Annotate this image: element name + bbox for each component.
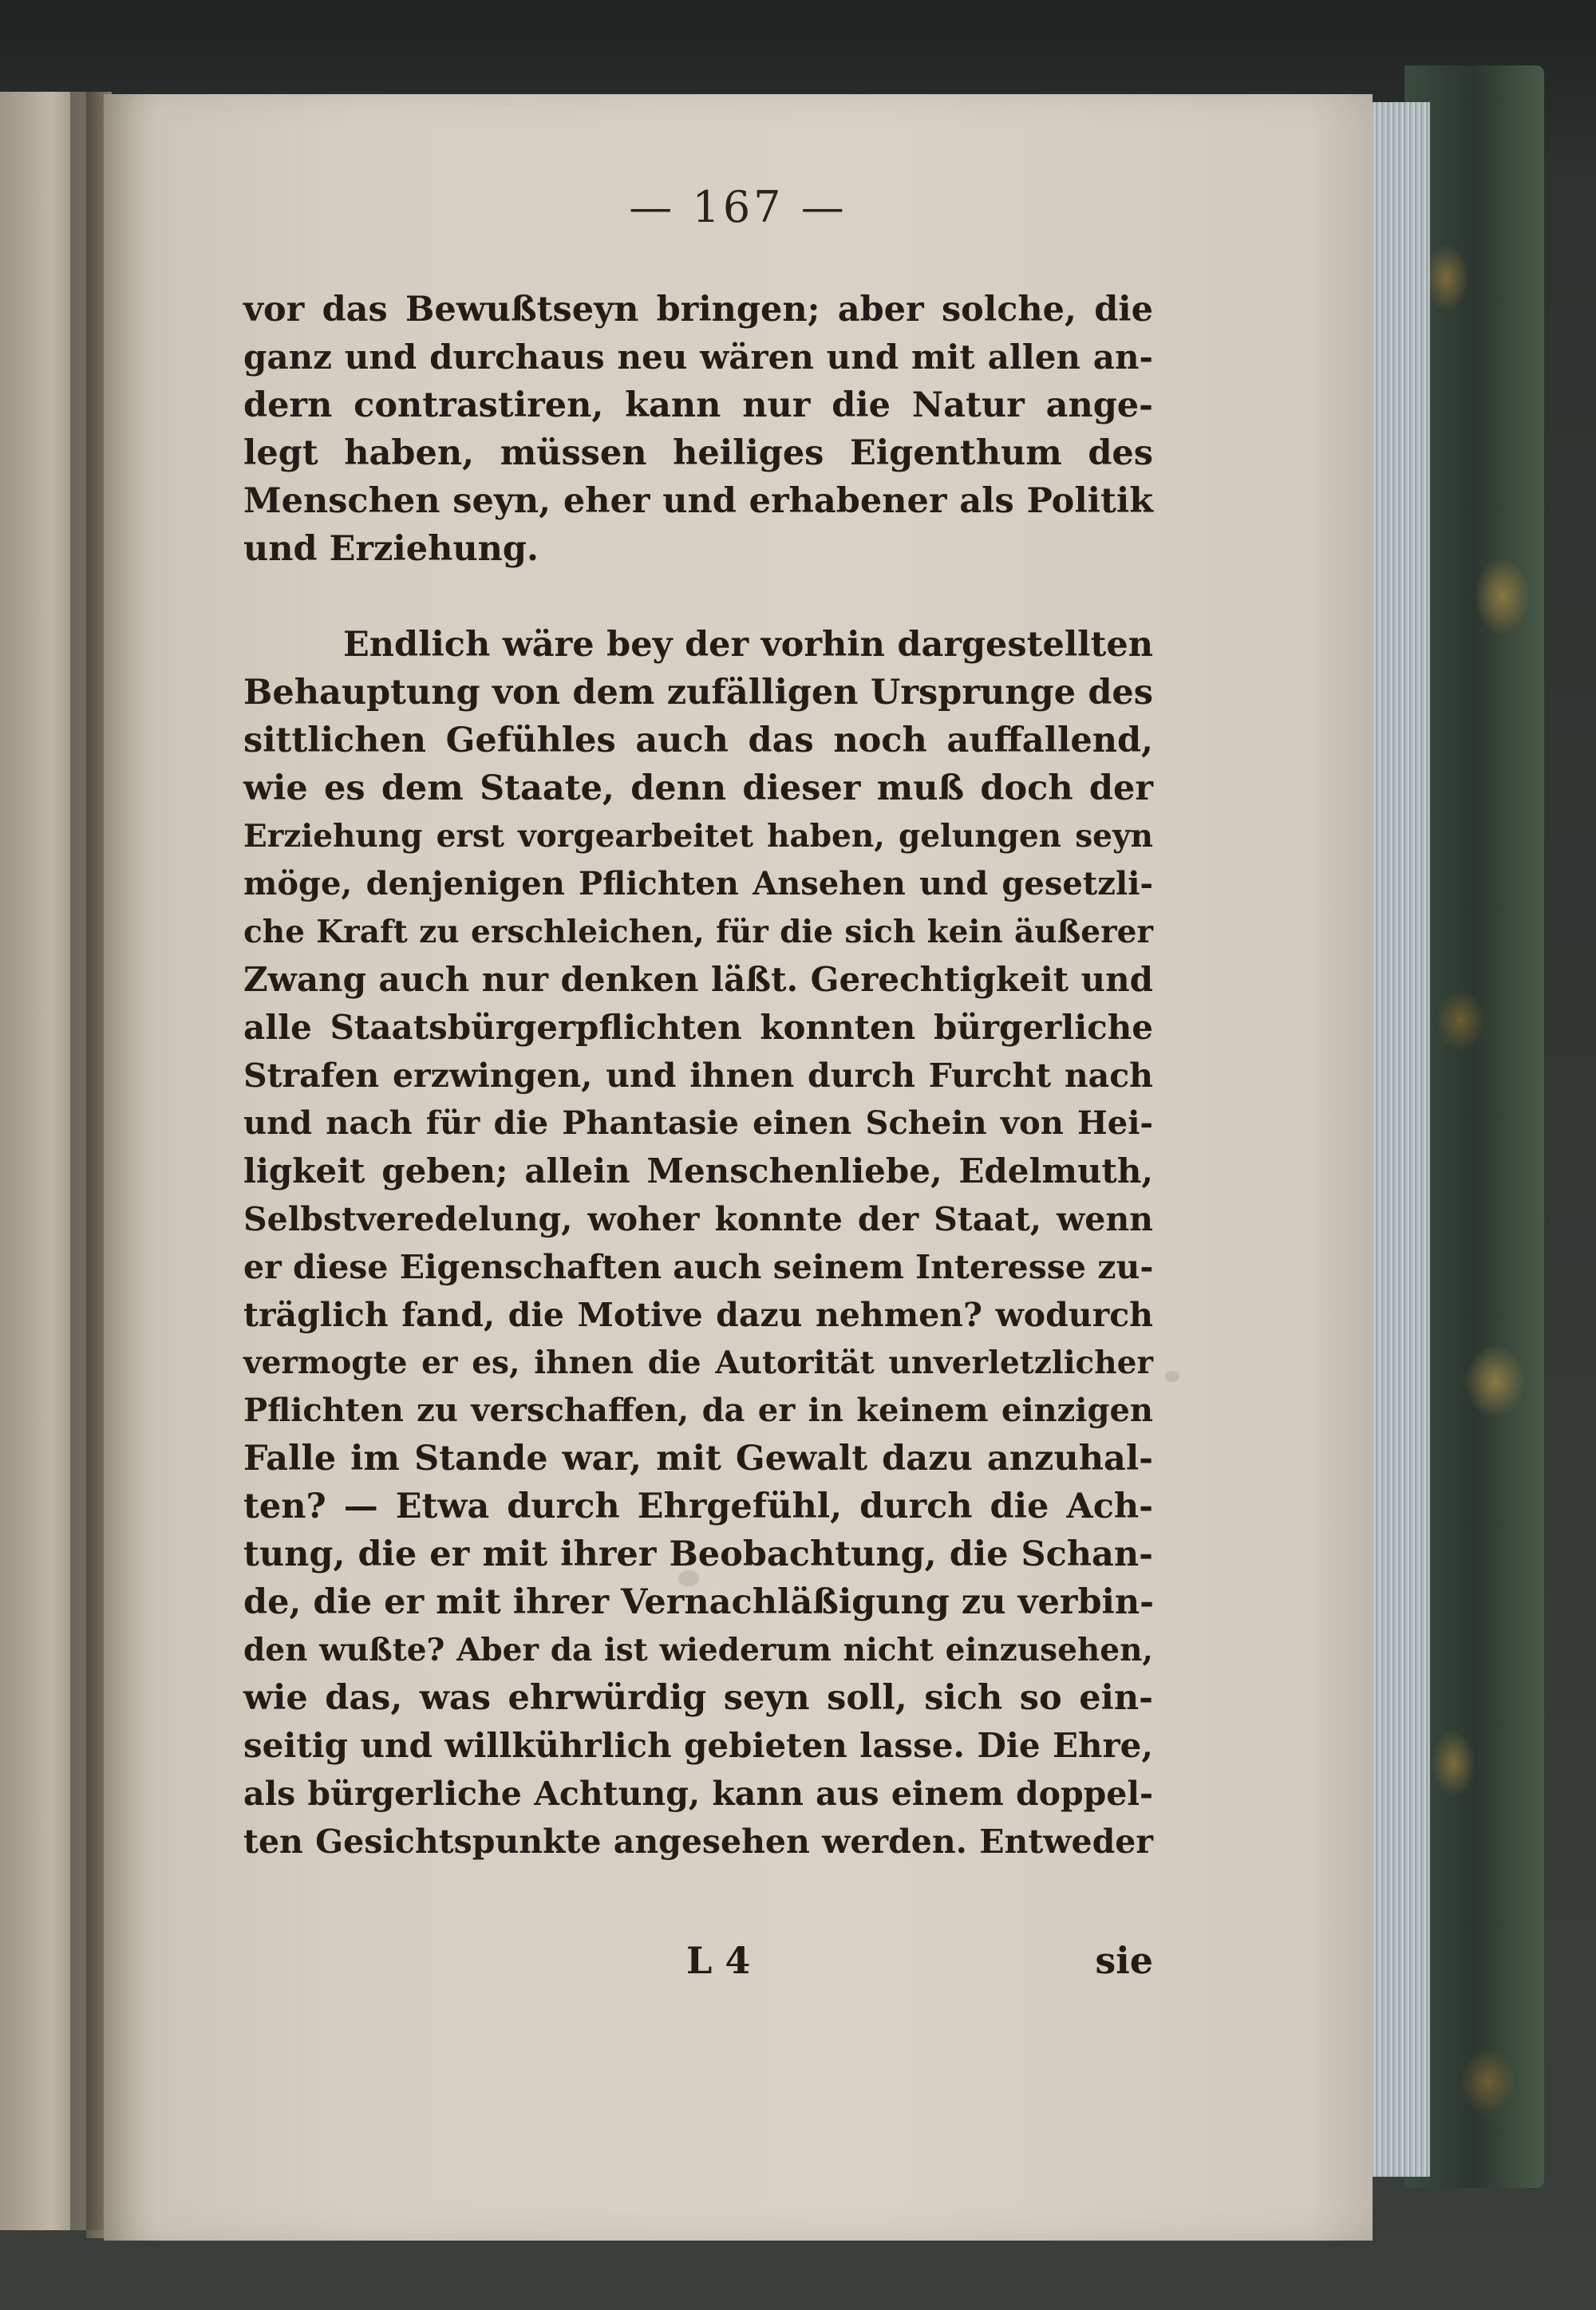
text-line: Erziehung erst vorgearbeitet haben, gelungen seyn <box>243 818 1153 855</box>
text-line: er diese Eigenschaften auch seinem Interesse zu- <box>243 1248 1154 1286</box>
text-line: und Erziehung. <box>243 529 539 569</box>
text-line: Falle im Stande war, mit Gewalt dazu anzuhal- <box>243 1439 1153 1479</box>
text-line: als bürgerliche Achtung, kann aus einem doppel- <box>243 1775 1153 1813</box>
text-line: sittlichen Gefühles auch das noch auffallend, <box>243 721 1153 760</box>
text-line: Zwang auch nur denken läßt. Gerechtigkeit und <box>243 960 1153 999</box>
text-line: vor das Bewußtseyn bringen; aber solche, die <box>243 290 1153 330</box>
page-edges <box>1371 102 1430 2177</box>
text-line: wie es dem Staate, denn dieser muß doch der <box>243 768 1153 808</box>
text-line: vermogte er es, ihnen die Autorität unverletzlicher <box>243 1345 1153 1381</box>
page-header: — 167 — <box>629 182 847 232</box>
text-line: Menschen seyn, eher und erhabener als Politik <box>243 481 1153 521</box>
text-line: und nach für die Phantasie einen Schein von Hei- <box>243 1104 1153 1142</box>
paragraph <box>243 621 1153 1866</box>
text-line: ganz und durchaus neu wären und mit allen an- <box>243 338 1153 377</box>
text-line: den wußte? Aber da ist wiederum nicht einzusehen, <box>243 1632 1153 1668</box>
text-line: ten Gesichtspunkte angesehen werden. Entweder <box>243 1822 1153 1861</box>
text-line: legt haben, müssen heiliges Eigenthum des <box>243 433 1153 473</box>
catchword: sie <box>1095 1939 1153 1982</box>
text-line: tung, die er mit ihrer Beobachtung, die Schan- <box>243 1534 1153 1574</box>
page-footer <box>243 1939 1153 1987</box>
text-line: Endlich wäre bey der vorhin dargestellten <box>343 625 1153 665</box>
text-line: ten? — Etwa durch Ehrgefühl, durch die Ach- <box>243 1487 1153 1526</box>
text-line: ligkeit geben; allein Menschenliebe, Edelmuth, <box>243 1151 1153 1191</box>
text-line: dern contrastiren, kann nur die Natur ange- <box>243 385 1153 425</box>
text-line: Behauptung von dem zufälligen Ursprunge des <box>243 673 1153 713</box>
text-line: möge, denjenigen Pflichten Ansehen und gesetzli- <box>243 865 1153 902</box>
text-line: Selbstveredelung, woher konnte der Staat, wenn <box>243 1200 1153 1238</box>
foxing-spot <box>1165 1371 1179 1382</box>
text-line: seitig und willkührlich gebieten lasse. Die Ehre, <box>243 1726 1153 1765</box>
text-line: che Kraft zu erschleichen, für die sich kein äußerer <box>243 914 1153 950</box>
paragraph-gap <box>243 573 1153 621</box>
text-line: Strafen erzwingen, und ihnen durch Furcht nach <box>243 1056 1153 1095</box>
text-line: de, die er mit ihrer Vernachläßigung zu verbin- <box>243 1582 1154 1622</box>
text-line: alle Staatsbürgerpflichten konnten bürgerliche <box>243 1008 1153 1047</box>
body-text <box>243 286 1153 1866</box>
paragraph <box>243 286 1153 573</box>
text-line: wie das, was ehrwürdig seyn soll, sich so ein- <box>243 1678 1153 1718</box>
text-line: Pflichten zu verschaffen, da er in keinem einzigen <box>243 1392 1153 1429</box>
text-line: träglich fand, die Motive dazu nehmen? wodurch <box>243 1296 1153 1334</box>
signature-mark: L 4 <box>686 1939 751 1982</box>
